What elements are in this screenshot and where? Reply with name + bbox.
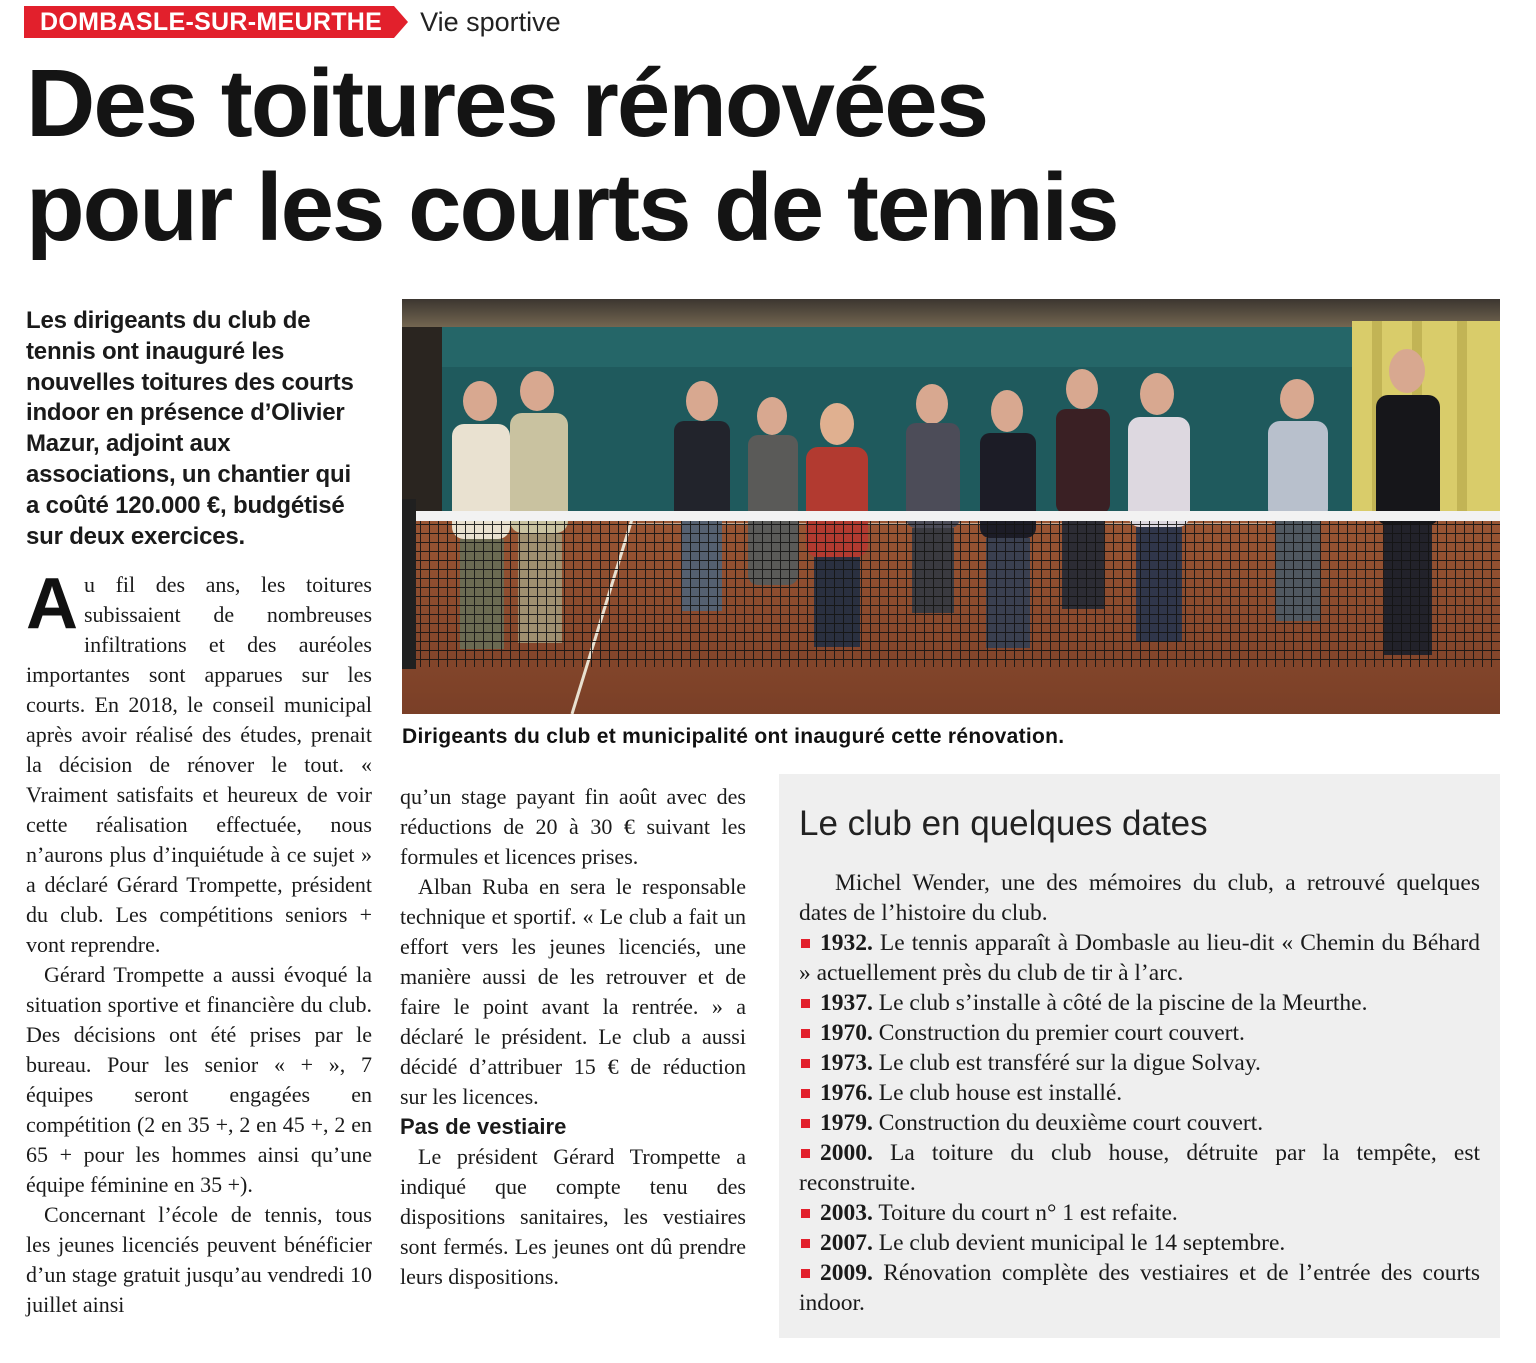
rubric-section-label: Vie sportive bbox=[420, 6, 561, 37]
bullet-square-icon bbox=[801, 1029, 810, 1038]
bullet-square-icon bbox=[801, 1209, 810, 1218]
body-paragraph-3: Concernant l’école de tennis, tous les jeunes licenciés peuvent bénéficier d’un stage gratuit jusqu’au vendredi 10 juillet ainsi bbox=[26, 1202, 372, 1317]
timeline-item: 1937. Le club s’installe à côté de la piscine de la Meurthe. bbox=[799, 988, 1480, 1018]
timeline-item: 1979. Construction du deuxième court couvert. bbox=[799, 1108, 1480, 1138]
timeline-item: 1973. Le club est transféré sur la digue Solvay. bbox=[799, 1048, 1480, 1078]
timeline-box-body bbox=[799, 868, 1480, 1318]
photo-illustration bbox=[402, 299, 1500, 714]
timeline-box bbox=[779, 774, 1500, 1338]
timeline-item: 1932. Le tennis apparaît à Dombasle au lieu-dit « Chemin du Béhard » actuellement près du club de tir à l’arc. bbox=[799, 930, 1481, 986]
subhead: Pas de vestiaire bbox=[400, 1114, 567, 1139]
bullet-square-icon bbox=[801, 1119, 810, 1128]
timeline-item: 2000. La toiture du club house, détruite par la tempête, est reconstruite. bbox=[799, 1140, 1480, 1196]
headline-line-1: Des toitures rénovées bbox=[26, 50, 988, 157]
headline-line-2: pour les courts de tennis bbox=[26, 154, 1118, 261]
body-column-1 bbox=[26, 564, 372, 1320]
body-paragraph-5: Le président Gérard Trompette a indiqué que compte tenu des dispositions sanitaires, les vestiaires sont fermés. Les jeunes ont dû prendre leurs dispositions. bbox=[400, 1144, 746, 1289]
photo bbox=[402, 299, 1500, 714]
timeline-item: 1970. Construction du premier court couvert. bbox=[799, 1018, 1480, 1048]
timeline-item: 2003. Toiture du court n° 1 est refaite. bbox=[799, 1198, 1480, 1228]
timeline-item: 1976. Le club house est installé. bbox=[799, 1078, 1480, 1108]
bullet-square-icon bbox=[801, 1269, 810, 1278]
body-paragraph-3-continued: qu’un stage payant fin août avec des réductions de 20 à 30 € suivant les formules et licences prises. bbox=[400, 784, 746, 869]
body-paragraph-2: Gérard Trompette a aussi évoqué la situation sportive et financière du club. Des décisions ont été prises par le bureau. Pour les senior « + », 7 équipes seront engagées en compétition (2 en 35 +, 2 en 45 +, 2 en 65 + pour les hommes ainsi qu’une équipe féminine en 35 +). bbox=[26, 962, 372, 1197]
timeline-item: 2007. Le club devient municipal le 14 septembre. bbox=[799, 1228, 1480, 1258]
rubric-city-label: DOMBASLE-SUR-MEURTHE bbox=[24, 6, 394, 38]
drop-cap: A bbox=[26, 564, 78, 644]
rubric bbox=[24, 6, 561, 38]
body-paragraph-1-text: u fil des ans, les toitures subissaient de nombreuses infiltrations et des auréoles importantes sont apparues sur les courts. En 2018, le conseil municipal après avoir réalisé des études, prenait la décision de rénover le tout. « Vraiment satisfaits et heureux de voir cette réalisation effectuée, nous n’aurons plus d’inquiétude à ce sujet » a déclaré Gérard Trompette, président du club. Les compétitions seniors + vont reprendre. bbox=[26, 572, 372, 957]
bullet-square-icon bbox=[801, 939, 810, 948]
bullet-square-icon bbox=[801, 1089, 810, 1098]
timeline-item: 2009. Rénovation complète des vestiaires et de l’entrée des courts indoor. bbox=[799, 1260, 1480, 1316]
lead-paragraph: Les dirigeants du club de tennis ont inauguré les nouvelles toitures des courts indoor en présence d’Olivier Mazur, adjoint aux associations, un chantier qui a coûté 120.000 €, budgétisé sur deux exercices. bbox=[26, 307, 354, 550]
body-paragraph-4: Alban Ruba en sera le responsable technique et sportif. « Le club a fait un effort vers les jeunes licenciés, une manière aussi de les retrouver et de faire le point avant la rentrée. » a déclaré le président. Le club a aussi décidé d’attribuer 15 € de réduction sur les licences. bbox=[400, 874, 746, 1109]
body-paragraph-1 bbox=[26, 564, 372, 960]
bullet-square-icon bbox=[801, 1059, 810, 1068]
bullet-square-icon bbox=[801, 999, 810, 1008]
bullet-square-icon bbox=[801, 1149, 810, 1158]
photo-caption: Dirigeants du club et municipalité ont inauguré cette rénovation. bbox=[402, 725, 1065, 748]
body-column-2 bbox=[400, 782, 746, 1292]
headline bbox=[26, 52, 1506, 260]
timeline-intro: Michel Wender, une des mémoires du club, a retrouvé quelques dates de l’histoire du club. bbox=[799, 870, 1480, 926]
timeline-list bbox=[799, 928, 1480, 1318]
bullet-square-icon bbox=[801, 1239, 810, 1248]
timeline-box-title: Le club en quelques dates bbox=[799, 804, 1208, 843]
